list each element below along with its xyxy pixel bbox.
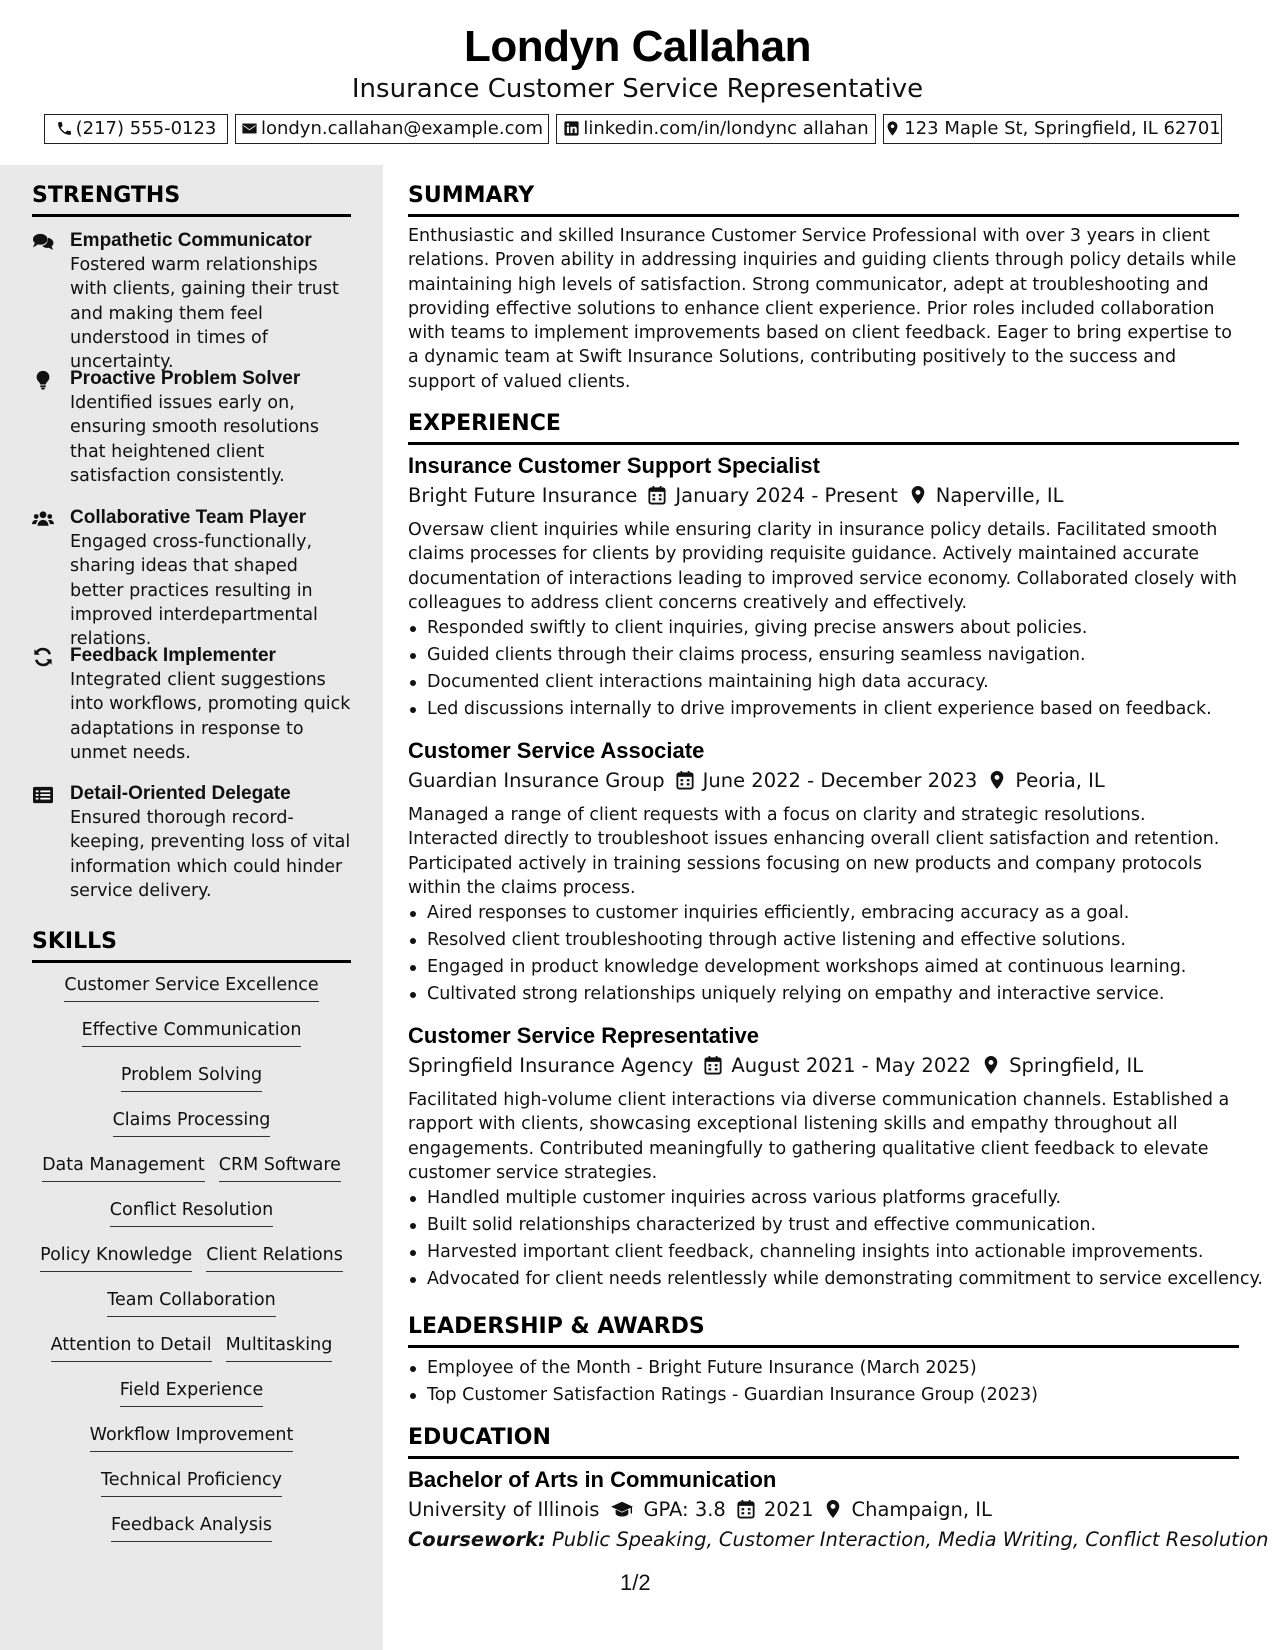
skill-row (30, 973, 353, 1018)
job-bullet: Responded swiftly to client inquiries, giving precise answers about policies. (408, 615, 1239, 642)
strength-title: Feedback Implementer (70, 645, 276, 666)
map-marker-icon (824, 1499, 842, 1519)
job-dates: June 2022 - December 2023 (702, 769, 978, 792)
graduation-cap-icon (610, 1499, 634, 1519)
map-marker-icon (909, 485, 927, 505)
job-dates: August 2021 - May 2022 (731, 1054, 972, 1077)
candidate-title: Insurance Customer Service Representative (351, 74, 924, 104)
contact-email[interactable] (235, 114, 549, 144)
job-company: Bright Future Insurance (408, 484, 638, 507)
job-company: Springfield Insurance Agency (408, 1054, 694, 1077)
job-entry (408, 736, 1239, 1007)
job-entry (408, 1021, 1263, 1292)
lightbulb-icon (32, 370, 54, 390)
skill-tag: Attention to Detail (51, 1333, 212, 1362)
strength-description: Integrated client suggestions into workflows, promoting quick adaptations in response to unmet needs. (70, 670, 351, 763)
skill-tag: Policy Knowledge (40, 1243, 192, 1272)
skills-heading: SKILLS (32, 929, 351, 963)
graduation-year: 2021 (763, 1498, 814, 1521)
skill-tag: Client Relations (206, 1243, 343, 1272)
map-marker-icon (988, 770, 1006, 790)
contact-phone[interactable] (44, 114, 228, 144)
strength-item (32, 782, 352, 903)
coursework-label: Coursework: (408, 1528, 546, 1551)
skill-tag: Effective Communication (82, 1018, 302, 1047)
strength-description: Fostered warm relationships with clients, gaining their trust and making them feel understood in times of uncertainty. (70, 255, 339, 373)
calendar-icon (737, 1499, 755, 1519)
job-bullets (408, 615, 1239, 722)
job-title: Customer Service Representative (408, 1023, 759, 1048)
skill-row (30, 1468, 353, 1513)
job-meta (408, 481, 1239, 511)
job-title: Insurance Customer Support Specialist (408, 453, 820, 478)
calendar-icon (704, 1055, 722, 1075)
resume-header (0, 0, 1275, 165)
strengths-heading: STRENGTHS (32, 183, 351, 217)
experience-section (408, 411, 1239, 445)
job-description: Managed a range of client requests with a focus on clarity and strategic resolutions. Interacted directly to troubleshoot issues enhancing overall client satisfaction and retention. Participated actively in training sessions focusing on new products and company protocols within the claims process. (408, 805, 1220, 898)
job-dates: January 2024 - Present (675, 484, 898, 507)
address-text: 123 Maple St, Springfield, IL 62701 (904, 118, 1221, 139)
education-meta (408, 1495, 1239, 1525)
award-item: Top Customer Satisfaction Ratings - Guardian Insurance Group (2023) (408, 1382, 1239, 1409)
strength-description: Identified issues early on, ensuring smooth resolutions that heightened client satisfaction consistently. (70, 393, 319, 486)
skill-tag: Team Collaboration (107, 1288, 275, 1317)
calendar-icon (648, 485, 666, 505)
skill-tag: Data Management (42, 1153, 205, 1182)
leadership-heading: LEADERSHIP & AWARDS (408, 1314, 1239, 1348)
job-title: Customer Service Associate (408, 738, 705, 763)
job-bullets (408, 1185, 1263, 1292)
leadership-list (408, 1355, 1239, 1409)
strength-title: Detail-Oriented Delegate (70, 783, 291, 804)
skill-tag: Claims Processing (113, 1108, 271, 1137)
skill-row (30, 1198, 353, 1243)
contact-address[interactable] (883, 114, 1222, 144)
strength-title: Collaborative Team Player (70, 507, 307, 528)
strength-description: Ensured thorough record-keeping, preventing loss of vital information which could hinder service delivery. (70, 808, 351, 901)
list-icon (32, 785, 54, 805)
strength-item (32, 229, 352, 374)
comments-icon (32, 232, 54, 252)
map-marker-icon (982, 1055, 1000, 1075)
coursework (408, 1525, 1269, 1555)
leadership-section (408, 1314, 1239, 1409)
skill-tag: Problem Solving (121, 1063, 262, 1092)
strength-title: Empathetic Communicator (70, 230, 312, 251)
skill-row (30, 1378, 353, 1423)
phone-text: (217) 555-0123 (75, 118, 217, 139)
skill-row (30, 1108, 353, 1153)
experience-heading: EXPERIENCE (408, 411, 1239, 445)
job-location: Naperville, IL (935, 484, 1064, 507)
job-bullets (408, 900, 1239, 1007)
calendar-icon (676, 770, 694, 790)
users-icon (32, 509, 54, 529)
skill-row (30, 1063, 353, 1108)
skill-tag: Customer Service Excellence (64, 973, 318, 1002)
skill-tag: Feedback Analysis (111, 1513, 272, 1542)
job-bullet: Aired responses to customer inquiries efficiently, embracing accuracy as a goal. (408, 900, 1239, 927)
contact-linkedin[interactable] (556, 114, 876, 144)
job-meta (408, 766, 1239, 796)
summary-section (408, 183, 1239, 394)
job-bullet: Built solid relationships characterized by trust and effective communication. (408, 1212, 1239, 1239)
job-bullet: Documented client interactions maintaining high data accuracy. (408, 669, 1239, 696)
skill-row (30, 1243, 353, 1288)
skill-row (30, 1423, 353, 1468)
strength-item (32, 644, 352, 765)
school-location: Champaign, IL (851, 1498, 992, 1521)
strength-title: Proactive Problem Solver (70, 368, 301, 389)
education-heading: EDUCATION (408, 1425, 1239, 1459)
job-bullet: Handled multiple customer inquiries across various platforms gracefully. (408, 1185, 1239, 1212)
job-description: Facilitated high-volume client interactions via diverse communication channels. Established a rapport with clients, showcasing exceptional listening skills and empathy throughout all engagements. Contributed meaningfully to gathering qualitative client feedback to elevate customer service strategies. (408, 1090, 1230, 1183)
gpa: GPA: 3.8 (643, 1498, 726, 1521)
skill-row (30, 1333, 353, 1378)
skill-tag: Conflict Resolution (110, 1198, 273, 1227)
skill-tag: Technical Proficiency (101, 1468, 282, 1497)
contact-bar (0, 114, 1275, 144)
job-company: Guardian Insurance Group (408, 769, 665, 792)
award-item: Employee of the Month - Bright Future Insurance (March 2025) (408, 1355, 1239, 1382)
job-bullet: Cultivated strong relationships uniquely relying on empathy and interactive service. (408, 981, 1239, 1008)
job-location: Springfield, IL (1009, 1054, 1144, 1077)
job-meta (408, 1051, 1239, 1081)
envelope-icon (241, 120, 258, 137)
linkedin-icon (563, 120, 580, 137)
job-bullet: Engaged in product knowledge development workshops aimed at continuous learning. (408, 954, 1239, 981)
job-bullet: Harvested important client feedback, channeling insights into actionable improvements. (408, 1239, 1239, 1266)
skill-tag: Workflow Improvement (90, 1423, 294, 1452)
strength-item (32, 367, 352, 488)
job-description: Oversaw client inquiries while ensuring clarity in insurance policy details. Facilitated smooth claims processes for clients by providing requisite guidance. Actively maintained accurate documentation of interactions leading to improved service economy. Collaborated closely with colleagues to address client concerns creatively and effectively. (408, 520, 1237, 613)
job-bullet: Guided clients through their claims process, ensuring seamless navigation. (408, 642, 1239, 669)
skill-tag: Field Experience (120, 1378, 264, 1407)
skill-row (30, 1513, 353, 1558)
degree-title: Bachelor of Arts in Communication (408, 1467, 777, 1492)
sync-icon (32, 647, 54, 667)
strength-description: Engaged cross-functionally, sharing ideas that shaped better practices resulting in improved interdepartmental relations. (70, 532, 318, 650)
candidate-name: Londyn Callahan (464, 22, 811, 71)
coursework-list: Public Speaking, Customer Interaction, Media Writing, Conflict Resolution (545, 1528, 1269, 1551)
page-number: 1/2 (620, 1570, 651, 1595)
map-marker-icon (884, 120, 901, 137)
summary-heading: SUMMARY (408, 183, 1239, 217)
education-section (408, 1425, 1269, 1555)
linkedin-text: linkedin.com/in/londync allahan (583, 118, 869, 139)
job-entry (408, 451, 1239, 722)
job-location: Peoria, IL (1015, 769, 1105, 792)
job-bullet: Led discussions internally to drive improvements in client experience based on feedback. (408, 696, 1239, 723)
skill-row (30, 1153, 353, 1198)
strength-item (32, 506, 352, 651)
skills-list (30, 973, 353, 1558)
phone-icon (56, 120, 73, 137)
summary-text: Enthusiastic and skilled Insurance Customer Service Professional with over 3 years in client relations. Proven ability in addressing inquiries and guiding clients through policy details while maintaining high levels of satisfaction. Strong communicator, adept at troubleshooting and providing effective solutions to enhance client experience. Prior roles included collaboration with teams to implement improvements based on client feedback. Eager to bring expertise to a dynamic team at Swift Insurance Solutions, contributing positively to the success and support of valued clients. (408, 226, 1237, 392)
job-bullet: Advocated for client needs relentlessly while demonstrating commitment to service excellency. (408, 1266, 1239, 1293)
skill-row (30, 1288, 353, 1333)
skill-tag: CRM Software (219, 1153, 341, 1182)
school-name: University of Illinois (408, 1498, 600, 1521)
email-text: londyn.callahan@example.com (260, 118, 544, 139)
skill-row (30, 1018, 353, 1063)
job-bullet: Resolved client troubleshooting through active listening and effective solutions. (408, 927, 1239, 954)
skill-tag: Multitasking (226, 1333, 333, 1362)
